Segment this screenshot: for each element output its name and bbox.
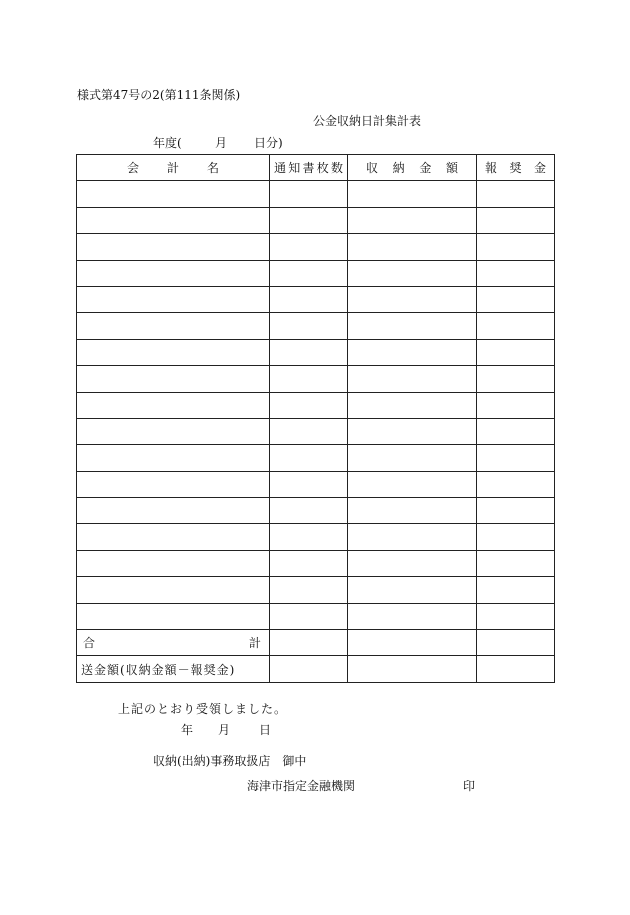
receipt-amount-cell xyxy=(348,234,477,260)
header-char: 数 xyxy=(330,161,343,176)
table-row xyxy=(77,181,555,207)
header-char: 金 xyxy=(419,161,432,176)
fiscal-month-label: 月 xyxy=(215,136,228,150)
table-row xyxy=(77,366,555,392)
receipt-amount-cell xyxy=(348,471,477,497)
remittance-notice-count-cell xyxy=(270,656,348,682)
receipt-confirmation-text: 上記のとおり受領しました。 xyxy=(118,702,288,716)
remittance-row xyxy=(77,656,555,682)
account-name-cell xyxy=(77,418,270,444)
account-name-cell xyxy=(77,207,270,233)
table-row xyxy=(77,603,555,629)
commission-cell xyxy=(477,181,555,207)
account-name-cell xyxy=(77,392,270,418)
total-label-cell xyxy=(77,630,270,656)
receipt-amount-cell xyxy=(348,524,477,550)
remittance-receipt-amount-cell xyxy=(348,656,477,682)
receipt-year-label: 年 xyxy=(181,723,194,737)
account-name-cell xyxy=(77,445,270,471)
account-name-cell xyxy=(77,550,270,576)
notice-count-cell xyxy=(270,498,348,524)
header-notice-count xyxy=(270,155,348,181)
account-name-cell xyxy=(77,260,270,286)
commission-cell xyxy=(477,445,555,471)
commission-cell xyxy=(477,577,555,603)
commission-cell xyxy=(477,313,555,339)
receipt-amount-cell xyxy=(348,445,477,471)
total-label-right: 計 xyxy=(248,636,261,651)
addressee-branch: 収納(出納)事務取扱店 御中 xyxy=(153,754,307,768)
commission-cell xyxy=(477,524,555,550)
header-char: 額 xyxy=(445,161,458,176)
header-receipt-amount xyxy=(348,155,477,181)
table-row xyxy=(77,260,555,286)
header-char: 名 xyxy=(206,161,219,176)
table-row xyxy=(77,577,555,603)
table-row xyxy=(77,418,555,444)
commission-cell xyxy=(477,498,555,524)
account-name-cell xyxy=(77,313,270,339)
header-char: 奨 xyxy=(509,161,522,176)
header-char: 知 xyxy=(288,161,301,176)
notice-count-cell xyxy=(270,577,348,603)
table-header-row xyxy=(77,155,555,181)
header-account-name xyxy=(77,155,270,181)
commission-cell xyxy=(477,339,555,365)
notice-count-cell xyxy=(270,207,348,233)
total-label-left: 合 xyxy=(83,636,96,651)
receipt-amount-cell xyxy=(348,498,477,524)
document-title: 公金収納日計集計表 xyxy=(313,114,422,128)
table-row xyxy=(77,286,555,312)
total-receipt-amount-cell xyxy=(348,630,477,656)
table-row xyxy=(77,313,555,339)
commission-cell xyxy=(477,471,555,497)
header-char: 枚 xyxy=(316,161,329,176)
commission-cell xyxy=(477,286,555,312)
table-row xyxy=(77,524,555,550)
commission-cell xyxy=(477,207,555,233)
total-notice-count-cell xyxy=(270,630,348,656)
header-commission xyxy=(477,155,555,181)
fiscal-year-label: 年度( xyxy=(153,136,182,150)
account-name-cell xyxy=(77,471,270,497)
receipt-amount-cell xyxy=(348,339,477,365)
notice-count-cell xyxy=(270,313,348,339)
header-char: 通 xyxy=(274,161,287,176)
header-char: 収 xyxy=(366,161,379,176)
account-name-cell xyxy=(77,339,270,365)
account-name-cell xyxy=(77,498,270,524)
account-name-cell xyxy=(77,603,270,629)
seal-mark: 印 xyxy=(463,779,476,793)
table-row xyxy=(77,498,555,524)
commission-cell xyxy=(477,550,555,576)
table-row xyxy=(77,234,555,260)
account-name-cell xyxy=(77,524,270,550)
commission-cell xyxy=(477,234,555,260)
total-commission-cell xyxy=(477,630,555,656)
summary-table xyxy=(76,154,555,683)
notice-count-cell xyxy=(270,471,348,497)
table-row xyxy=(77,445,555,471)
designated-bank-name: 海津市指定金融機関 xyxy=(247,779,356,793)
table-row xyxy=(77,550,555,576)
notice-count-cell xyxy=(270,445,348,471)
account-name-cell xyxy=(77,366,270,392)
receipt-amount-cell xyxy=(348,603,477,629)
header-char: 書 xyxy=(302,161,315,176)
receipt-amount-cell xyxy=(348,577,477,603)
total-row xyxy=(77,630,555,656)
header-char: 報 xyxy=(485,161,498,176)
notice-count-cell xyxy=(270,286,348,312)
table-row xyxy=(77,207,555,233)
commission-cell xyxy=(477,603,555,629)
notice-count-cell xyxy=(270,234,348,260)
fiscal-day-label: 日分) xyxy=(254,136,283,150)
receipt-amount-cell xyxy=(348,207,477,233)
header-char: 金 xyxy=(533,161,546,176)
notice-count-cell xyxy=(270,418,348,444)
commission-cell xyxy=(477,260,555,286)
notice-count-cell xyxy=(270,603,348,629)
table-row xyxy=(77,392,555,418)
receipt-amount-cell xyxy=(348,418,477,444)
notice-count-cell xyxy=(270,366,348,392)
notice-count-cell xyxy=(270,392,348,418)
commission-cell xyxy=(477,418,555,444)
receipt-amount-cell xyxy=(348,286,477,312)
table-row xyxy=(77,471,555,497)
commission-cell xyxy=(477,366,555,392)
notice-count-cell xyxy=(270,181,348,207)
account-name-cell xyxy=(77,286,270,312)
account-name-cell xyxy=(77,577,270,603)
notice-count-cell xyxy=(270,260,348,286)
receipt-day-label: 日 xyxy=(259,723,272,737)
receipt-amount-cell xyxy=(348,366,477,392)
commission-cell xyxy=(477,392,555,418)
account-name-cell xyxy=(77,234,270,260)
header-char: 納 xyxy=(392,161,405,176)
header-char: 計 xyxy=(166,161,179,176)
receipt-month-label: 月 xyxy=(218,723,231,737)
header-char: 会 xyxy=(127,161,140,176)
receipt-amount-cell xyxy=(348,550,477,576)
notice-count-cell xyxy=(270,339,348,365)
receipt-amount-cell xyxy=(348,181,477,207)
notice-count-cell xyxy=(270,524,348,550)
receipt-amount-cell xyxy=(348,260,477,286)
receipt-amount-cell xyxy=(348,313,477,339)
remittance-commission-cell xyxy=(477,656,555,682)
form-code: 様式第47号の2(第111条関係) xyxy=(77,88,241,102)
account-name-cell xyxy=(77,181,270,207)
table-row xyxy=(77,339,555,365)
notice-count-cell xyxy=(270,550,348,576)
remittance-label: 送金額(収納金額－報奨金) xyxy=(77,656,270,682)
receipt-amount-cell xyxy=(348,392,477,418)
